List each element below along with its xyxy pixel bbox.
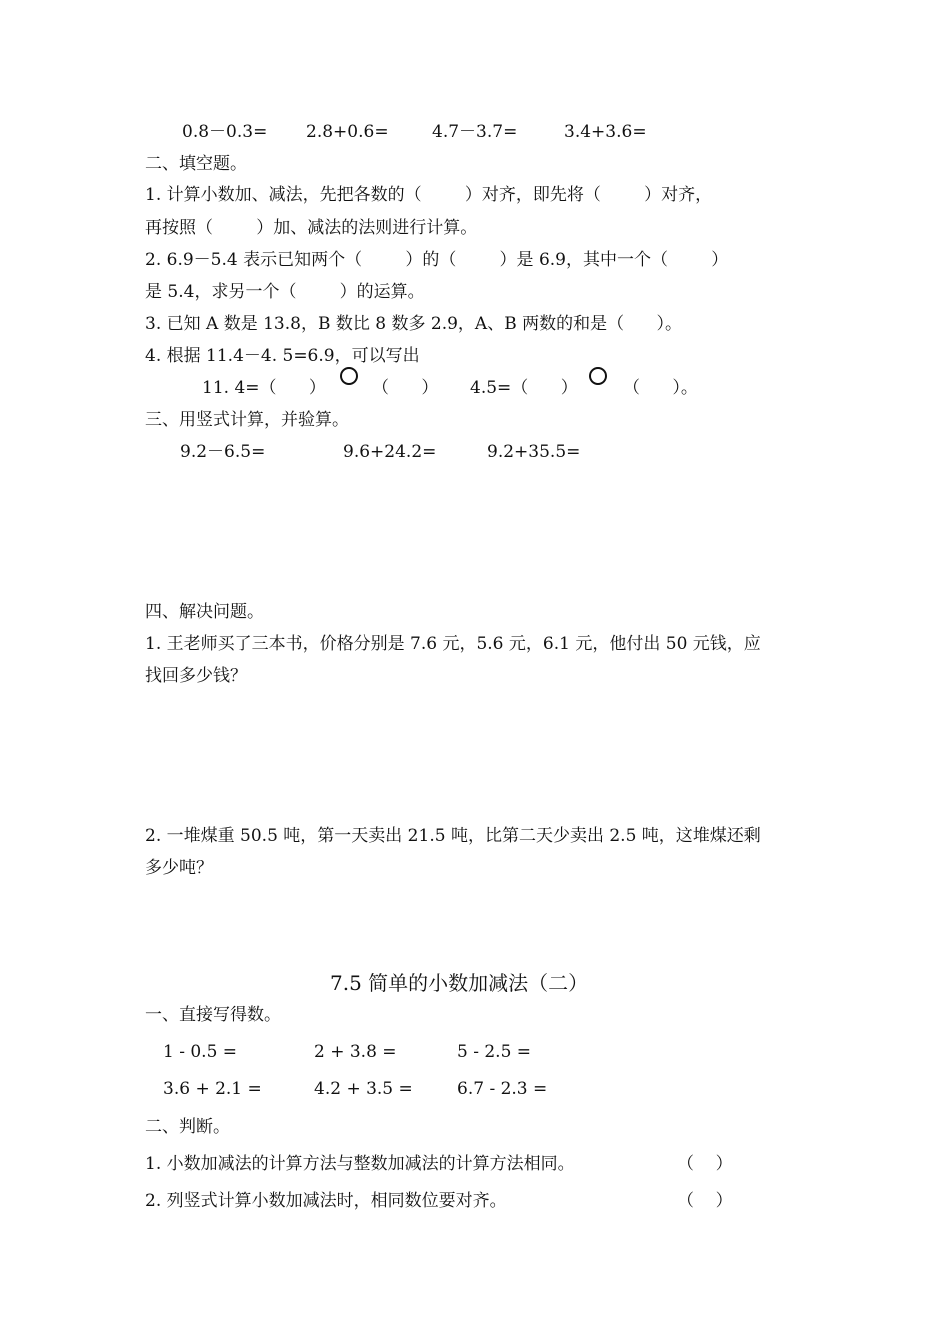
blank-expression: 4.5=（ ）: [470, 378, 578, 398]
calc-item: 2.8+0.6=: [306, 122, 389, 142]
calc-item: 9.2－6.5=: [180, 442, 266, 462]
problem-text: 2. 一堆煤重 50.5 吨，第一天卖出 21.5 吨，比第二天少卖出 2.5 吨，这堆煤还剩: [145, 826, 761, 846]
answer-parentheses: （ ）: [677, 1154, 733, 1174]
calc-item: 9.2+35.5=: [487, 442, 581, 462]
calc-item: 4.2 + 3.5 =: [314, 1079, 413, 1099]
lesson-title: 7.5 简单的小数加减法（二）: [330, 971, 589, 995]
blank-expression: （ ）。: [623, 378, 698, 398]
section-heading: 二、填空题。: [145, 154, 247, 174]
calc-item: 1 - 0.5 =: [163, 1042, 238, 1062]
problem-text: 1. 王老师买了三本书，价格分别是 7.6 元，5.6 元，6.1 元，他付出 50 元钱，应: [145, 634, 761, 654]
section-heading: 四、解决问题。: [145, 602, 264, 622]
question-text: 4. 根据 11.4－4. 5=6.9，可以写出: [145, 346, 420, 366]
operator-circle-icon: [340, 367, 358, 385]
question-text: 是 5.4，求另一个（ ）的运算。: [145, 282, 425, 302]
calc-item: 5 - 2.5 =: [457, 1042, 532, 1062]
section-heading: 三、用竖式计算，并验算。: [145, 410, 349, 430]
operator-circle-icon: [589, 367, 607, 385]
answer-parentheses: （ ）: [677, 1191, 733, 1211]
calc-item: 0.8－0.3=: [182, 122, 268, 142]
problem-text: 找回多少钱？: [145, 666, 247, 686]
question-text: 3. 已知 A 数是 13.8，B 数比 8 数多 2.9，A、B 两数的和是（ ）。: [145, 314, 683, 334]
section-heading: 二、判断。: [145, 1117, 230, 1137]
calc-item: 3.4+3.6=: [564, 122, 647, 142]
calc-item: 3.6 + 2.1 =: [163, 1079, 262, 1099]
question-text: 再按照（ ）加、减法的法则进行计算。: [145, 218, 478, 238]
question-text: 1. 计算小数加、减法，先把各数的（ ）对齐，即先将（ ）对齐，: [145, 185, 713, 205]
calc-item: 6.7 - 2.3 =: [457, 1079, 548, 1099]
judgment-text: 1. 小数加减法的计算方法与整数加减法的计算方法相同。: [145, 1154, 575, 1174]
problem-text: 多少吨？: [145, 858, 213, 878]
judgment-text: 2. 列竖式计算小数加减法时，相同数位要对齐。: [145, 1191, 507, 1211]
calc-item: 9.6+24.2=: [343, 442, 437, 462]
calc-item: 4.7－3.7=: [432, 122, 518, 142]
section-heading: 一、直接写得数。: [145, 1005, 281, 1025]
calc-item: 2 + 3.8 =: [314, 1042, 397, 1062]
blank-expression: 11. 4=（ ）: [202, 378, 326, 398]
question-text: 2. 6.9－5.4 表示已知两个（ ）的（ ）是 6.9，其中一个（ ）: [145, 250, 729, 270]
blank-expression: （ ）: [372, 378, 439, 398]
